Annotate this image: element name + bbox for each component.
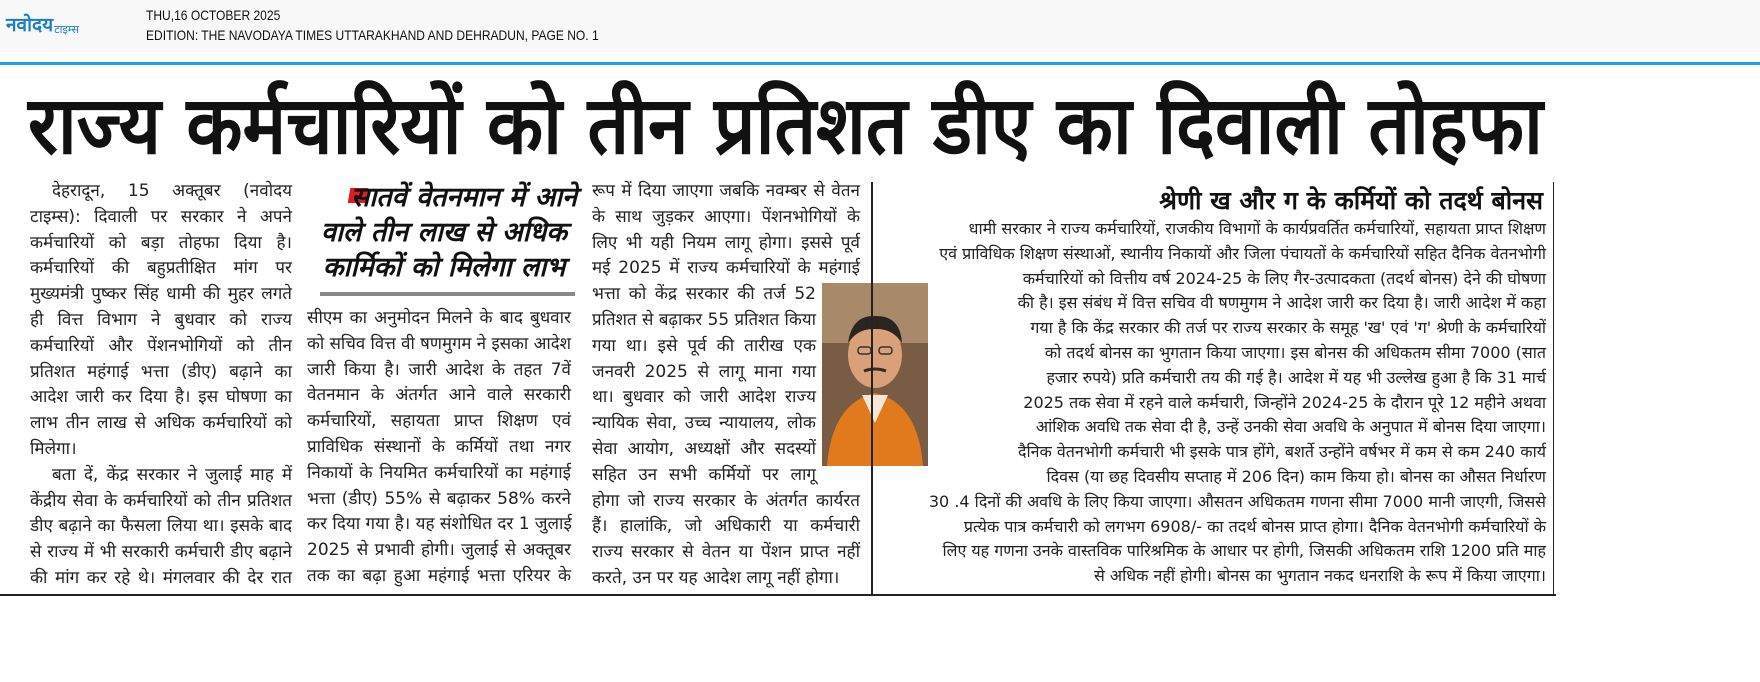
navodaya-times-logo [6,11,79,37]
article-line: सेवा आयोग, अध्यक्षों और सदस्यों [592,439,816,459]
article-line: भत्ता (डीए) 55% से बढ़ाकर 58% करने [307,488,571,509]
bottom-border [0,594,1556,596]
article-line: न्यायिक सेवा, उच्च न्यायालय, लोक [592,413,816,434]
article-line: था। बुधवार को जारी आदेश राज्य [592,387,816,408]
sidebar-line: लिए यह गणना उनके वास्तविक पारिश्रमिक के आधार पर होगी, जिसकी अधिकतम राशि 1200 प्रति माह [942,541,1546,561]
article-line: लिए भी यही नियम लागू होगा। इससे पूर्व [592,232,860,253]
edition-date: THU,16 OCTOBER 2025 [146,7,281,23]
page-header [0,0,1760,52]
article-line: के साथ जुड़कर आएगा। पेंशनभोगियों के [592,206,860,227]
article-line: को सचिव वित्त वी षणमुगम ने इसका आदेश [307,333,571,354]
article-line: से राज्य में भी सरकारी कर्मचारी डीए बढ़ाने [30,542,292,563]
subheadline: सातवें वेतनमान में आने वाले तीन लाख से अधिक कार्मिकों को मिलेगा लाभ [321,182,578,283]
article-line: प्राविधिक संस्थानों के कर्मियों तथा नगर [307,437,571,457]
sidebar-line: आंशिक अवधि तक सेवा दी है, उन्हें उनकी सेवा अवधि के अनुपात में बोनस दिया जाएगा। [1035,417,1546,437]
logo-sub: टाइम्स [54,23,79,36]
article-line: करते, उन पर यह आदेश लागू नहीं होगा। [592,568,840,588]
edition-info: EDITION: THE NAVODAYA TIMES UTTARAKHAND AND DEHRADUN, PAGE NO. 1 [146,27,599,43]
article-line: टाइम्स): दिवाली पर सरकार ने अपने [30,206,292,227]
sidebar-line: प्रत्येक पात्र कर्मचारी को लगभग 6908/- का तदर्थ बोनस प्राप्त होगा। दैनिक वेतनभोगी कर्मचारियों के [963,516,1546,536]
article-line: आदेश जारी कर दिया है। इस घोषणा का [30,387,292,408]
sidebar-line: एवं प्राविधिक शिक्षण संस्थाओं, स्थानीय निकायों और जिला पंचायतों के कर्मचारियों सहित दैनिक वेतनभोगी [939,243,1546,263]
article-line: 2025 से प्रभावी होगी। जुलाई से अक्तूबर [307,540,571,561]
header-rule [0,62,1760,65]
article-line: जारी किया है। जारी आदेश के तहत 7वें [307,359,571,380]
article-line: लाभ तीन लाख से अधिक कर्मचारियों को [30,413,292,434]
article-line: सीएम का अनुमोदन मिलने के बाद बुधवार [307,308,571,328]
article-line: रूप में दिया जाएगा जबकि नवम्बर से वेतन [592,181,860,201]
right-border [1553,182,1554,594]
article-line: जनवरी 2025 से लागू माना गया [592,361,816,382]
article-line: सहित उन सभी कर्मियों पर लागू [592,464,816,485]
headline [28,80,1543,172]
sidebar-line: से अधिक नहीं होगी। बोनस का भुगतान नकद धनराशि के रूप में किया जाएगा। [1093,566,1546,586]
article-line: मिलेगा। [30,439,77,459]
article-line: केंद्रीय सेवा के कर्मचारियों को तीन प्रतिशत [30,490,292,511]
article-line: बता दें, केंद्र सरकार ने जुलाई माह में [52,464,292,485]
sidebar-line: हजार रुपये) प्रति कर्मचारी तय की गई है। आदेश में यह भी उल्लेख हुआ है कि 31 मार्च [1046,367,1546,387]
article-line: राज्य सरकार से वेतन या पेंशन प्राप्त नहीं [592,542,860,563]
sidebar-line: गया है कि केंद्र सरकार की तर्ज पर राज्य सरकार के समूह 'ख' एवं 'ग' श्रेणी के कर्मचारियों [1030,318,1546,338]
sidebar-line: 2025 तक सेवा में रहने वाले कर्मचारी, जिन्होंने 2024-25 के दौरान पूरे 12 महीने अथवा [1023,392,1546,412]
article-line: ही वित्त विभाग ने बुधवार को राज्य [30,310,292,330]
sidebar-line: 30 .4 दिनों की अवधि के लिए किया जाएगा। औसतन अधिकतम गणना सीमा 7000 मानी जाएगी, जिससे [928,491,1546,511]
sidebar-line: को तदर्थ बोनस का भुगतान किया जाएगा। इस बोनस की अधिकतम सीमा 7000 (सात [1044,343,1546,362]
article-line: डीए बढ़ाने का फैसला लिया था। इसके बाद [30,516,292,537]
article-line: निकायों के नियमित कर्मचारियों का महंगाई [307,462,571,483]
sidebar-heading: श्रेणी ख और ग के कर्मियों को तदर्थ बोनस [1159,186,1543,215]
article-line: होगा जो राज्य सरकार के अंतर्गत कार्यरत [592,490,860,511]
article-line: कर्मचारियों की बहुप्रतीक्षित मांग पर [30,258,292,279]
sidebar-line: कर्मचारियों को वित्तीय वर्ष 2024-25 के लिए गैर-उत्पादकता (तदर्थ बोनस) देने की घोषणा [1022,268,1546,288]
article-line: देहरादून, 15 अक्तूबर (नवोदय [52,181,292,201]
article-line: वेतनमान के अंतर्गत आने वाले सरकारी [307,385,571,406]
article-line: प्रतिशत महंगाई भत्ता (डीए) बढ़ाने का [30,361,292,382]
article-line: प्रतिशत से बढ़ाकर 55 प्रतिशत किया [592,310,816,330]
chief-minister-photo [822,283,928,466]
article-line: कर दिया गया है। यह संशोधित दर 1 जुलाई [307,514,572,535]
article-line: की मांग कर रहे थे। मंगलवार की देर रात [30,568,292,588]
article-line: मई 2025 में राज्य कर्मचारियों के महंगाई [592,258,860,279]
article-line: कर्मचारियों, सहायता प्राप्त शिक्षण एवं [307,411,571,432]
sidebar-line: दैनिक वेतनभोगी कर्मचारी भी इसके पात्र होंगे, बशर्ते उन्होंने वर्षभर में कम से कम 240 कार्य [1017,442,1546,462]
headline-text: राज्य कर्मचारियों को तीन प्रतिशत डीए का दिवाली तोहफा [28,79,1543,172]
article-line: मुख्यमंत्री पुष्कर सिंह धामी की मुहर लगते [30,284,292,305]
article-line: हैं। हालांकि, जो अधिकारी या कर्मचारी [592,516,860,537]
article-line: कर्मचारियों को बड़ा तोहफा दिया है। [30,232,292,253]
sidebar-line: धामी सरकार ने राज्य कर्मचारियों, राजकीय विभागों के कार्यप्रवर्तित कर्मचारियों, सहायता प्राप्त शिक्षण [968,219,1546,238]
article-line: गया था। इसे पूर्व की तारीख एक [592,335,816,356]
logo-main: नवोदय [6,14,54,36]
article-line: भत्ता को केंद्र सरकार की तर्ज 52 [592,284,816,305]
article-line: कर्मचारियों और पेंशनभोगियों को तीन [30,335,292,356]
article-line: तक का बढ़ा हुआ महंगाई भत्ता एरियर के [307,566,571,586]
subhead-rule [320,292,575,296]
column-divider [871,182,873,594]
sidebar-line: दिवस (या छह दिवसीय सप्ताह में 206 दिन) काम किया हो। बोनस का औसत निर्धारण [1046,467,1546,486]
sidebar-line: की है। इस संबंध में वित्त सचिव वी षणमुगम ने आदेश जारी कर दिया है। जारी आदेश में कहा [1017,293,1546,313]
